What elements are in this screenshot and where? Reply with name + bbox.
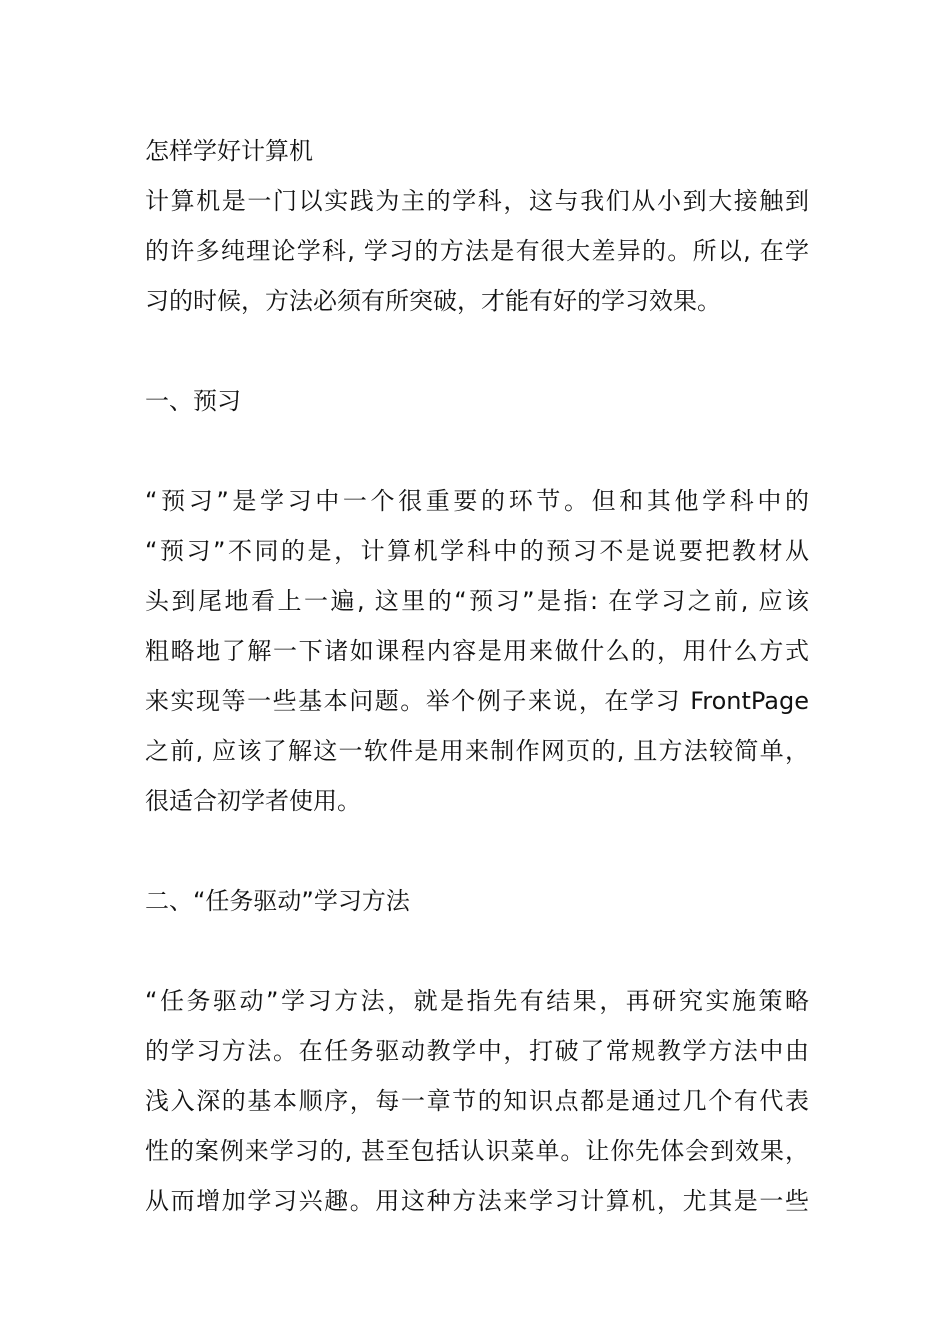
section1-line: “预习”不同的是，计算机学科中的预习不是说要把教材从 (145, 537, 809, 565)
paragraph-spacer (145, 426, 809, 476)
section2-line: 的学习方法。在任务驱动教学中，打破了常规教学方法中由 (145, 1037, 809, 1065)
section2-line: 性的案例来学习的, 甚至包括认识菜单。让你先体会到效果， (145, 1137, 809, 1165)
paragraph-spacer (145, 826, 809, 876)
intro-line: 计算机是一门以实践为主的学科，这与我们从小到大接触到 (145, 187, 809, 215)
document-body (145, 126, 809, 1226)
document-title: 怎样学好计算机 (145, 137, 313, 165)
section1-line: “预习”是学习中一个很重要的环节。但和其他学科中的 (145, 487, 809, 515)
section1-line: 很适合初学者使用。 (145, 787, 361, 815)
paragraph-spacer (145, 326, 809, 376)
section2-line: 浅入深的基本顺序，每一章节的知识点都是通过几个有代表 (145, 1087, 809, 1115)
paragraph-spacer (145, 926, 809, 976)
section-heading-preview: 一、预习 (145, 387, 241, 415)
section1-line: 粗略地了解一下诸如课程内容是用来做什么的，用什么方式 (145, 637, 809, 665)
intro-line: 习的时候，方法必须有所突破，才能有好的学习效果。 (145, 287, 721, 315)
section2-line: 从而增加学习兴趣。用这种方法来学习计算机，尤其是一些 (145, 1187, 809, 1215)
section-heading-task-driven: 二、“任务驱动”学习方法 (145, 887, 410, 915)
section1-line: 之前, 应该了解这一软件是用来制作网页的, 且方法较简单， (145, 737, 809, 765)
section1-line: 头到尾地看上一遍, 这里的“预习”是指: 在学习之前, 应该 (145, 587, 809, 615)
intro-line: 的许多纯理论学科, 学习的方法是有很大差异的。所以, 在学 (145, 237, 809, 265)
section1-line: 来实现等一些基本问题。举个例子来说，在学习 FrontPage (145, 687, 809, 715)
section2-line: “任务驱动”学习方法，就是指先有结果，再研究实施策略 (145, 987, 809, 1015)
